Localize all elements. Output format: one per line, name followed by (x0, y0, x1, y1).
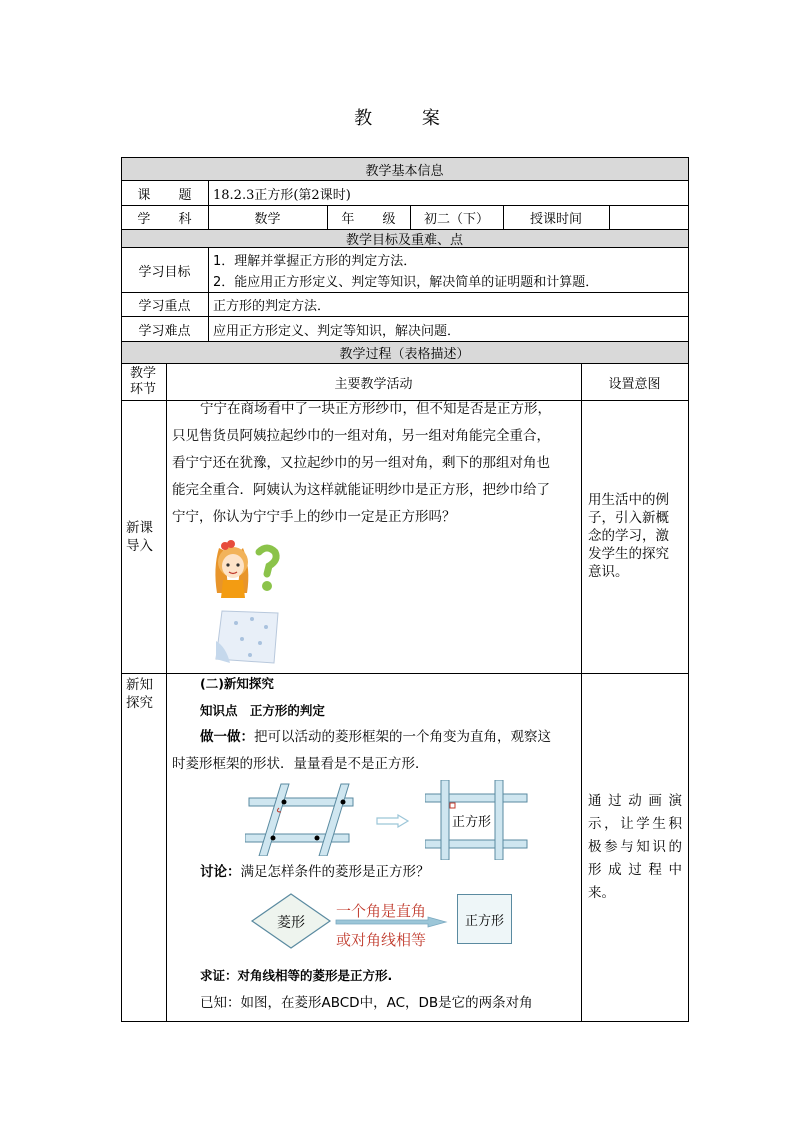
square-box: 正方形 (457, 894, 512, 944)
condition-2: 或对角线相等 (336, 931, 427, 949)
condition-1: 一个角是直角 (336, 902, 427, 920)
table-rule (208, 247, 209, 341)
intro-stage: 新课导入 (126, 520, 153, 554)
girl-question-illustration (205, 538, 285, 598)
explore-heading: (二)新知探究 (200, 676, 274, 691)
time-label: 授课时间 (529, 212, 582, 227)
arrow-right-icon (376, 814, 410, 828)
prove-statement: 求证：对角线相等的菱形是正方形. (200, 968, 393, 983)
explore-stage: 新知探究 (126, 677, 153, 711)
topic-value: 18.2.3正方形(第2课时) (213, 187, 351, 203)
try-text-1: 把可以活动的菱形框架的一个角变为直角，观察这 (254, 729, 551, 745)
key-value: 正方形的判定方法． (213, 299, 331, 314)
towel-illustration (212, 607, 280, 665)
difficulty-label: 学习难点 (138, 323, 191, 339)
activity-header: 主要教学活动 (334, 376, 413, 392)
grade-value: 初二（下） (423, 212, 489, 227)
discuss-text: 满足怎样条件的菱形是正方形？ (240, 864, 430, 880)
intent-header: 设置意图 (608, 376, 661, 392)
knowledge-point: 知识点 正方形的判定 (200, 703, 325, 718)
stage-header: 教学环节 (129, 366, 156, 397)
objective-label: 学习目标 (138, 264, 191, 280)
section-process: 教学过程（表格描述） (339, 346, 470, 362)
topic-label: 课 题 (137, 187, 204, 203)
intro-line-3: 看宁宁还在犹豫，又拉起纱巾的另一组对角，剩下的那组对角也 (172, 455, 550, 471)
given-statement: 已知：如图，在菱形ABCD中，AC，DB是它的两条对角 (200, 995, 533, 1011)
try-text-2: 时菱形框架的形状．量量看是不是正方形． (172, 756, 429, 772)
intro-line-1: 宁宁在商场看中了一块正方形纱巾，但不知是否是正方形， (200, 401, 551, 417)
intro-line-2: 只见售货员阿姨拉起纱巾的一组对角，另一组对角能完全重合， (172, 428, 550, 444)
table-rule (166, 363, 167, 1022)
subject-value: 数学 (254, 212, 281, 227)
table-rule (688, 157, 689, 1022)
table-rule (121, 1021, 689, 1022)
intro-line-4: 能完全重合．阿姨认为这样就能证明纱巾是正方形，把纱巾给了 (172, 482, 550, 498)
discuss-line (200, 859, 430, 886)
subject-label: 学 科 (137, 212, 204, 227)
objective-1: 1．理解并掌握正方形的判定方法． (213, 253, 417, 269)
objective-2: 2．能应用正方形定义、判定等知识，解决简单的证明题和计算题． (213, 274, 599, 290)
try-line-1 (200, 724, 551, 751)
grade-label: 年 级 (341, 212, 408, 227)
rhombus-frame-diagram (245, 782, 355, 856)
discuss-label: 讨论： (200, 864, 241, 880)
condition-arrow-icon (334, 916, 450, 928)
intro-line-5: 宁宁，你认为宁宁手上的纱巾一定是正方形吗？ (172, 509, 456, 525)
key-label: 学习重点 (138, 299, 191, 314)
table-rule (581, 363, 582, 1022)
section-basic-info: 教学基本信息 (365, 163, 444, 179)
try-label: 做一做： (200, 729, 254, 745)
time-value (609, 206, 688, 229)
intro-intent: 用生活中的例子，引入新概念的学习，激发学生的探究意识。 (588, 492, 669, 580)
rhombus-box-label: 菱形 (277, 915, 305, 931)
difficulty-value: 应用正方形定义、判定等知识，解决问题． (213, 323, 461, 339)
section-goals: 教学目标及重难、点 (345, 232, 463, 248)
square-label: 正方形 (452, 815, 492, 830)
explore-intent: 通过动画演示，让学生积极参与知识的形成过程中来。 (588, 793, 682, 901)
doc-title: 教 案 (354, 108, 462, 129)
